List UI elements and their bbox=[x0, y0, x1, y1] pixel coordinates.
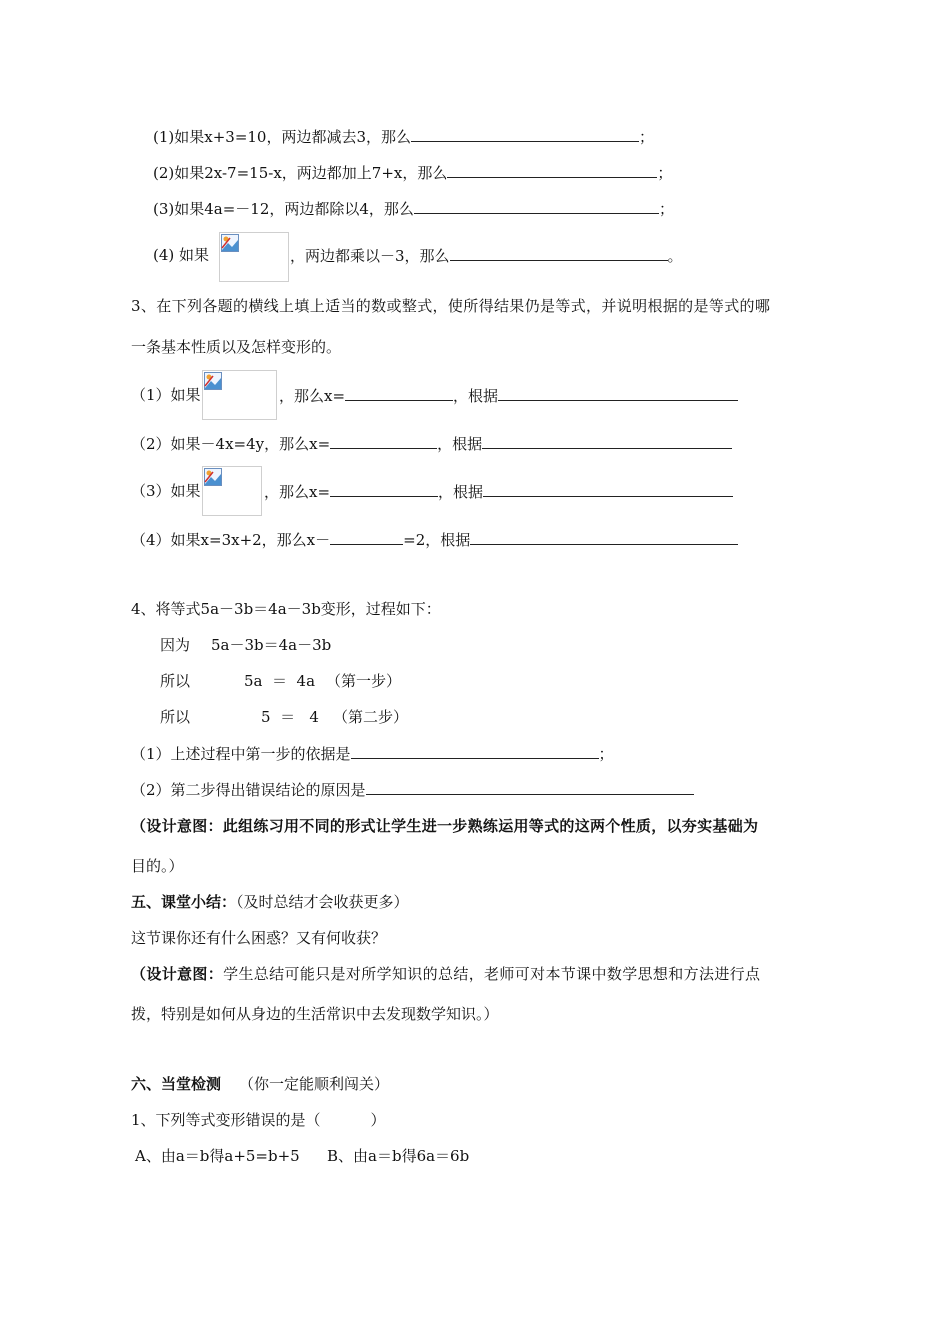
q3-item-1-pre: （1）如果 bbox=[131, 386, 201, 404]
q2-item-1 bbox=[153, 126, 654, 147]
q2-item-2-text: (2)如果2x-7=15-x，两边都加上7+x，那么 bbox=[153, 164, 448, 182]
answer-blank[interactable] bbox=[330, 529, 403, 545]
test-question-1-end: ） bbox=[370, 1111, 386, 1129]
q3-intro-line1: 3、在下列各题的横线上填上适当的数或整式，使所得结果仍是等式，并说明根据的是等式的哪 bbox=[131, 297, 771, 315]
q4-sub-1-text: （1）上述过程中第一步的依据是 bbox=[131, 745, 351, 763]
basis-blank[interactable] bbox=[470, 529, 738, 545]
q4-line1-eq: 5a－3b＝4a－3b bbox=[211, 636, 332, 654]
q3-item-4 bbox=[131, 529, 738, 550]
design-intent-2-line2: 拨，特别是如何从身边的生活常识中去发现数学知识。） bbox=[131, 1005, 499, 1023]
q4-line1-label: 因为 bbox=[160, 636, 191, 654]
q2-item-2-end: ； bbox=[657, 164, 673, 182]
answer-blank[interactable] bbox=[366, 779, 694, 795]
q3-intro-line2: 一条基本性质以及怎样变形的。 bbox=[131, 338, 342, 356]
q3-item-2-pre: （2）如果－4x=4y，那么x= bbox=[131, 435, 331, 453]
q4-line3-eq: 5 ＝ 4 bbox=[261, 708, 319, 726]
q2-item-3-end: ； bbox=[658, 200, 674, 218]
q4-line2-label: 所以 bbox=[160, 672, 191, 690]
design-intent-1-line2: 目的。） bbox=[131, 857, 184, 875]
q3-item-1-rest bbox=[279, 385, 738, 406]
q4-sub-2 bbox=[131, 779, 694, 800]
q2-item-3 bbox=[153, 198, 674, 219]
section-6-subtitle: （你一定能顺利闯关） bbox=[239, 1075, 390, 1093]
q4-line2-eq: 5a ＝ 4a bbox=[244, 672, 316, 690]
section-5-question: 这节课你还有什么困惑？又有何收获？ bbox=[131, 929, 387, 947]
answer-blank[interactable] bbox=[330, 481, 438, 497]
q3-item-3-mid: ，那么x= bbox=[264, 483, 331, 501]
q2-item-2 bbox=[153, 162, 672, 183]
test-option-a[interactable]: A、由a＝b得a+5=b+5 bbox=[135, 1147, 300, 1165]
q4-line2-step: （第一步） bbox=[326, 672, 402, 690]
basis-blank[interactable] bbox=[483, 481, 733, 497]
test-question-1-text: 1、下列等式变形错误的是（ bbox=[131, 1111, 321, 1129]
broken-image-icon bbox=[202, 370, 277, 420]
q4-line3-step: （第二步） bbox=[333, 708, 409, 726]
section-6-heading bbox=[131, 1074, 389, 1094]
basis-blank[interactable] bbox=[482, 433, 732, 449]
section-5-subtitle: （及时总结才会收获更多） bbox=[236, 893, 409, 911]
q3-item-3-pre: （3）如果 bbox=[131, 482, 201, 500]
q3-item-1-mid: ，那么x= bbox=[279, 387, 346, 405]
q4-sub-1 bbox=[131, 743, 614, 764]
q2-item-4-end: 。 bbox=[667, 247, 683, 265]
q3-item-2 bbox=[131, 433, 732, 454]
answer-blank[interactable] bbox=[351, 743, 599, 759]
answer-blank[interactable] bbox=[414, 198, 659, 214]
broken-image-icon bbox=[202, 466, 262, 516]
section-6-title: 六、当堂检测 bbox=[131, 1075, 222, 1093]
answer-blank[interactable] bbox=[330, 433, 437, 449]
design-intent-2-label: （设计意图： bbox=[131, 965, 224, 983]
q3-item-4-pre: （4）如果x=3x+2，那么x－ bbox=[131, 531, 331, 549]
q2-item-4-pre: (4) 如果 bbox=[153, 246, 210, 264]
q3-item-4-mid: =2，根据 bbox=[403, 531, 471, 549]
section-5-heading bbox=[131, 892, 409, 912]
design-intent-2-text: 学生总结可能只是对所学知识的总结，老师可对本节课中数学思想和方法进行点 bbox=[223, 965, 761, 983]
q2-item-4-post: ，两边都乘以－3，那么 bbox=[290, 247, 450, 265]
section-5-title: 五、课堂小结： bbox=[131, 893, 237, 911]
answer-blank[interactable] bbox=[345, 385, 453, 401]
answer-blank[interactable] bbox=[450, 245, 668, 261]
q4-sub-2-text: （2）第二步得出错误结论的原因是 bbox=[131, 781, 366, 799]
q4-title: 4、将等式5a－3b＝4a－3b变形，过程如下： bbox=[131, 600, 441, 618]
q2-item-4-rest bbox=[290, 245, 683, 266]
q3-item-3-basis: ，根据 bbox=[438, 483, 484, 501]
answer-blank[interactable] bbox=[411, 126, 639, 142]
answer-blank[interactable] bbox=[447, 162, 657, 178]
test-question-1 bbox=[131, 1110, 386, 1130]
design-intent-2-line1 bbox=[131, 964, 760, 984]
q2-item-1-end: ； bbox=[639, 128, 655, 146]
q3-item-2-basis: ，根据 bbox=[437, 435, 483, 453]
q3-item-3-rest bbox=[264, 481, 733, 502]
test-option-b[interactable]: B、由a＝b得6a＝6b bbox=[327, 1147, 470, 1165]
q3-item-1-basis: ，根据 bbox=[453, 387, 499, 405]
design-intent-1-line1: （设计意图：此组练习用不同的形式让学生进一步熟练运用等式的这两个性质，以夯实基础为 bbox=[131, 817, 759, 835]
broken-image-icon bbox=[219, 232, 289, 282]
q2-item-3-text: (3)如果4a=－12，两边都除以4，那么 bbox=[153, 200, 414, 218]
q4-sub-1-end: ； bbox=[598, 745, 614, 763]
q2-item-1-text: (1)如果x+3=10，两边都减去3，那么 bbox=[153, 128, 412, 146]
q4-line3-label: 所以 bbox=[160, 708, 191, 726]
basis-blank[interactable] bbox=[498, 385, 738, 401]
